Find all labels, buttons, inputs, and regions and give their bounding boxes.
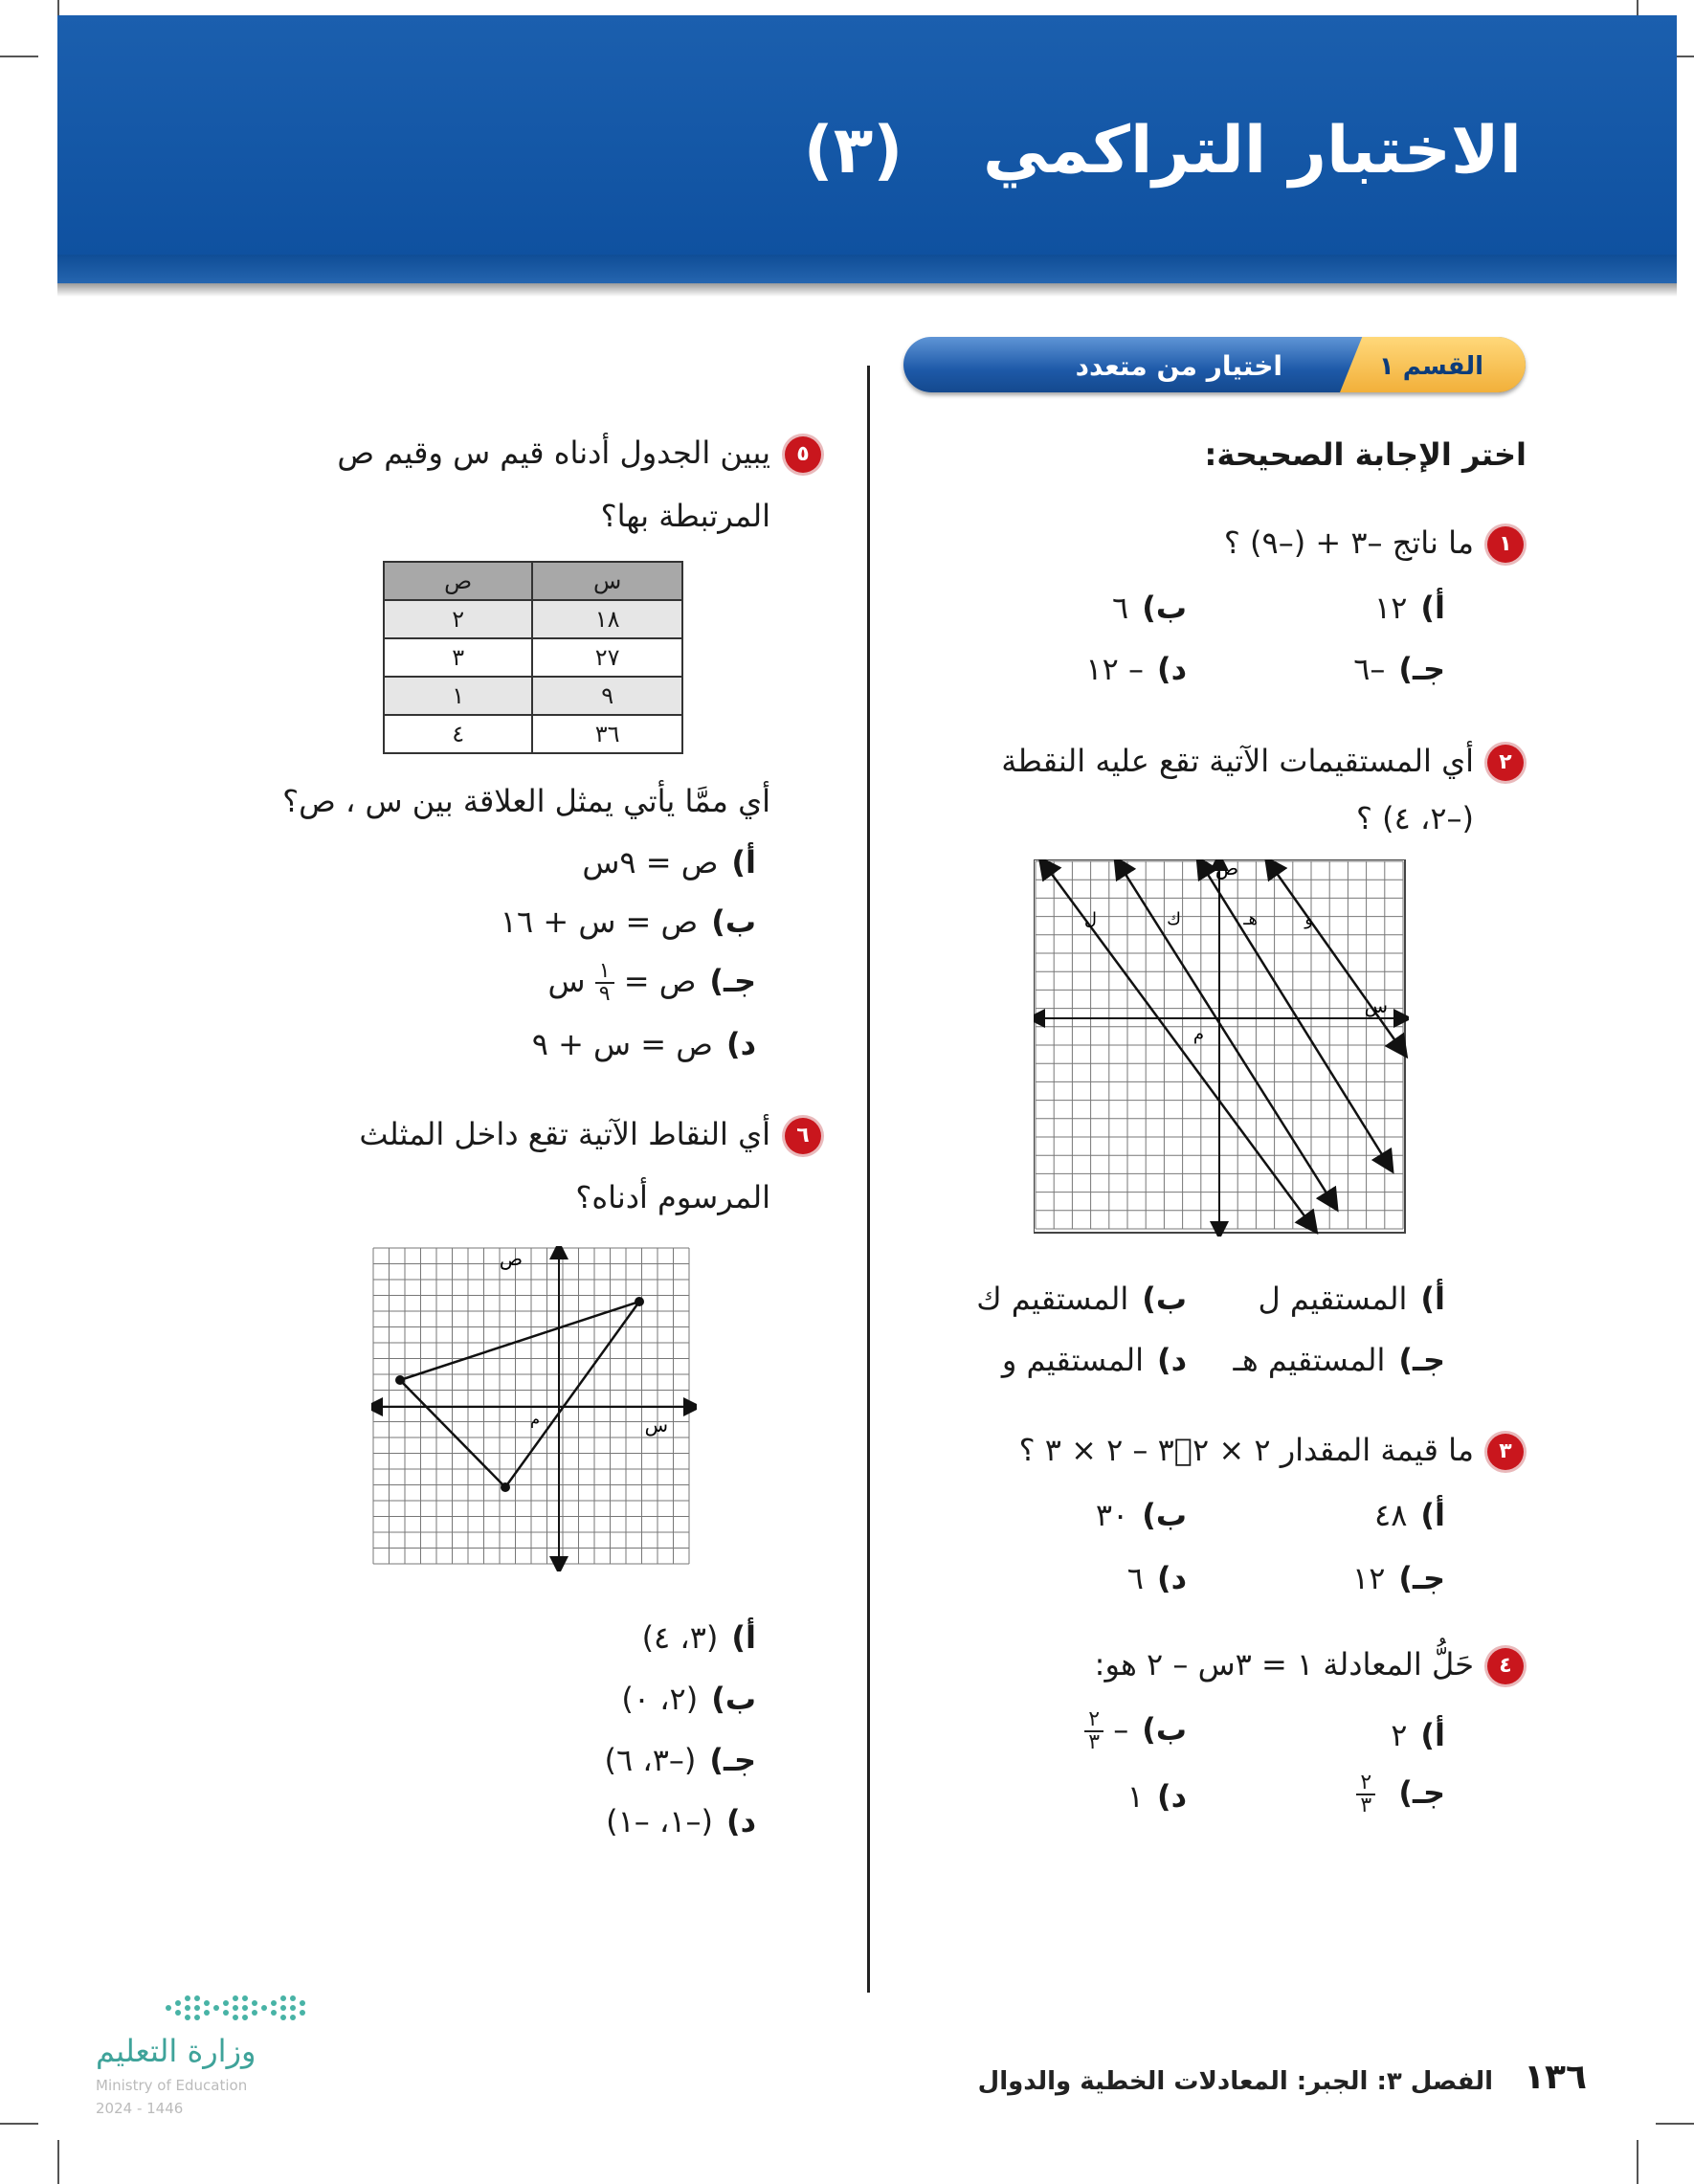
triangle-vertex: [501, 1482, 510, 1492]
logo-dot: [271, 2000, 277, 2006]
fraction-denominator: ٩: [598, 982, 611, 1006]
logo-dot: [290, 1995, 296, 2001]
option-value: المستقيم و: [1001, 1342, 1144, 1378]
question-text: المرتبطة بها؟: [600, 498, 770, 534]
option-letter: أ): [1420, 1281, 1445, 1317]
table-cell: ٢٧: [532, 638, 682, 677]
option-c[interactable]: [547, 961, 756, 1005]
y-axis-label: ص: [1215, 859, 1238, 880]
logo-dot: [271, 2010, 277, 2016]
logo-dot: [290, 2015, 296, 2020]
logo-dot: [233, 2005, 238, 2011]
option-b[interactable]: [976, 1281, 1187, 1317]
crop-mark: [1656, 2123, 1694, 2125]
logo-dot: [280, 2005, 286, 2011]
line-label: ل: [1083, 909, 1097, 929]
option-a[interactable]: [1259, 1281, 1446, 1317]
option-c[interactable]: [605, 1742, 756, 1778]
table-header: س: [532, 562, 682, 600]
option-letter: أ): [1420, 1497, 1445, 1533]
table-cell: ٣٦: [532, 715, 682, 753]
logo-dot: [242, 2015, 248, 2020]
option-letter: د): [725, 1803, 756, 1839]
logo-dot: [233, 2015, 238, 2020]
option-value: س: [547, 963, 586, 999]
option-letter: جـ): [709, 963, 756, 999]
option-letter: جـ): [709, 1742, 756, 1778]
crop-mark: [57, 2140, 59, 2184]
ministry-year: 2024 - 1446: [96, 2100, 184, 2117]
option-a[interactable]: [1391, 1717, 1445, 1753]
option-value: ٦: [1112, 590, 1129, 626]
table-row: [384, 715, 682, 753]
option-value: ١: [1126, 1778, 1144, 1815]
fraction-numerator: ٢: [1084, 1709, 1103, 1732]
question-number: ٤: [1487, 1648, 1524, 1684]
table-cell: ١٨: [532, 600, 682, 638]
option-value: (٣، ٤): [641, 1619, 719, 1656]
logo-dot: [261, 2005, 267, 2011]
option-value: – ١٢: [1085, 651, 1144, 687]
chapter-title: الفصل ٣: الجبر: المعادلات الخطية والدوال: [977, 2067, 1493, 2096]
logo-dot: [223, 2010, 229, 2016]
line-label: و: [1304, 909, 1313, 929]
table-cell: ٣: [384, 638, 532, 677]
line-label: ك: [1167, 909, 1181, 929]
logo-dot: [204, 2000, 210, 2006]
option-value: ١٢: [1352, 1560, 1386, 1596]
option-a[interactable]: [1374, 1497, 1445, 1533]
logo-dot: [300, 2000, 305, 2006]
option-a[interactable]: [642, 1619, 756, 1656]
table-cell: ٤: [384, 715, 532, 753]
logo-dot: [185, 1995, 190, 2001]
logo-dot: [204, 2010, 210, 2016]
table-header: ص: [384, 562, 532, 600]
question-text: أي المستقيمات الآتية تقع عليه النقطة: [1001, 743, 1474, 779]
logo-dot: [242, 2005, 248, 2011]
question-number: ٢: [1487, 745, 1524, 781]
option-letter: د): [725, 1026, 756, 1062]
crop-mark: [0, 2123, 38, 2125]
option-d[interactable]: [1127, 1560, 1187, 1596]
option-a[interactable]: [1374, 590, 1445, 626]
option-value: ١٢: [1374, 590, 1408, 626]
question-text: (–٢، ٤) ؟: [1356, 800, 1474, 836]
origin-label: م: [1192, 1024, 1204, 1044]
logo-dot: [223, 2000, 229, 2006]
question-number: ١: [1487, 526, 1524, 563]
logo-dot: [194, 1995, 200, 2001]
option-value: –٦: [1353, 651, 1386, 687]
table-row: [384, 677, 682, 715]
table-row: [384, 638, 682, 677]
title-number: (٣): [803, 113, 903, 189]
crop-mark: [1637, 2140, 1638, 2184]
q2-graph: [1034, 859, 1409, 1237]
option-value: ص = س + ٩: [531, 1026, 713, 1062]
logo-dot: [194, 2005, 200, 2011]
option-value: ص = ٩س: [582, 844, 719, 880]
logo-dot: [300, 2010, 305, 2016]
option-value: المستقيم ك: [976, 1281, 1129, 1317]
section-label: اختيار من متعدد: [1075, 350, 1282, 382]
option-d[interactable]: [1127, 1778, 1187, 1815]
option-letter: د): [1156, 1778, 1187, 1815]
table-cell: ١: [384, 677, 532, 715]
option-d[interactable]: [1085, 651, 1187, 687]
fraction: [595, 961, 614, 1005]
option-d[interactable]: [532, 1026, 756, 1062]
option-letter: جـ): [1398, 1560, 1445, 1596]
logo-dot: [252, 2000, 257, 2006]
line-label: هـ: [1243, 909, 1258, 929]
option-b[interactable]: [1084, 1709, 1187, 1753]
question-text: يبين الجدول أدناه قيم س وقيم ص: [337, 435, 770, 471]
option-letter: أ): [1420, 590, 1445, 626]
question-number: ٦: [785, 1118, 821, 1154]
option-b[interactable]: [621, 1681, 756, 1717]
question-prompt: أي ممَّا يأتي يمثل العلاقة بين س ، ص؟: [282, 783, 770, 819]
logo-dot: [290, 2005, 296, 2011]
option-letter: ب): [711, 1681, 756, 1717]
question-text: حَلُّ المعادلة ١ = ٣س – ٢ هو:: [1094, 1646, 1474, 1683]
question-number: ٣: [1487, 1434, 1524, 1470]
option-d[interactable]: [1002, 1342, 1187, 1378]
option-letter: جـ): [1398, 651, 1445, 687]
question-text: المرسوم أدناه؟: [575, 1179, 770, 1215]
y-axis-label: ص: [499, 1247, 523, 1270]
crop-mark: [0, 56, 38, 57]
page-title: [804, 113, 1522, 189]
option-letter: د): [1156, 651, 1187, 687]
table-row: [384, 600, 682, 638]
option-sign: –: [1113, 1711, 1129, 1748]
logo-dot: [280, 2015, 286, 2020]
header-shadow: [57, 283, 1677, 297]
question-number: ٥: [785, 436, 821, 473]
question-text: ما ناتج –٣ + (–٩) ؟: [1223, 524, 1474, 561]
fraction-numerator: ٢: [1356, 1772, 1375, 1795]
logo-dot: [280, 1995, 286, 2001]
instruction: اختر الإجابة الصحيحة:: [1204, 436, 1527, 473]
origin-label: م: [530, 1410, 540, 1428]
option-c[interactable]: [1356, 1772, 1445, 1816]
fraction-numerator: ١: [595, 961, 614, 984]
option-value: ٤٨: [1374, 1497, 1408, 1533]
q6-graph: [371, 1246, 697, 1571]
table-cell: ٢: [384, 600, 532, 638]
option-letter: جـ): [1398, 1774, 1445, 1811]
option-c[interactable]: [1233, 1342, 1445, 1378]
logo-dot: [166, 2005, 171, 2011]
logo-dot: [194, 2015, 200, 2020]
title-text: الاختبار التراكمي: [983, 113, 1522, 189]
logo-dot: [242, 1995, 248, 2001]
question-text: ما قيمة المقدار ٢ × ٣ٜ٢ – ٢ × ٣ ؟: [1018, 1432, 1474, 1468]
section-number: القسم ١: [1378, 352, 1483, 381]
logo-dot: [185, 2015, 190, 2020]
option-value: (–١، –١): [606, 1803, 713, 1839]
option-value: ٢: [1391, 1717, 1408, 1753]
logo-dot: [233, 1995, 238, 2001]
option-letter: أ): [731, 1619, 756, 1656]
fraction: [1084, 1709, 1103, 1753]
option-value: ص = س + ١٦: [500, 903, 699, 940]
logo-dot: [175, 2000, 181, 2006]
option-letter: أ): [1420, 1717, 1445, 1753]
option-letter: ب): [1142, 590, 1187, 626]
column-divider: [867, 366, 870, 1993]
option-d[interactable]: [606, 1803, 756, 1839]
option-b[interactable]: [501, 903, 756, 940]
option-c[interactable]: [1352, 1560, 1445, 1596]
ministry-name-en: Ministry of Education: [96, 2077, 248, 2094]
option-value: المستقيم ل: [1258, 1281, 1408, 1317]
logo-dot: [185, 2005, 190, 2011]
option-letter: د): [1156, 1560, 1187, 1596]
logo-dot: [252, 2010, 257, 2016]
fraction-denominator: ٣: [1088, 1730, 1101, 1754]
option-a[interactable]: [582, 844, 756, 880]
x-axis-label: س: [644, 1414, 668, 1437]
option-c[interactable]: [1353, 651, 1445, 687]
option-letter: ب): [1142, 1281, 1187, 1317]
option-letter: ب): [1142, 1711, 1187, 1748]
fraction: [1356, 1772, 1375, 1816]
option-b[interactable]: [1112, 590, 1187, 626]
x-axis-label: س: [1364, 994, 1388, 1017]
option-value: ٣٠: [1095, 1497, 1129, 1533]
option-b[interactable]: [1096, 1497, 1187, 1533]
option-letter: جـ): [1398, 1342, 1445, 1378]
fraction-denominator: ٣: [1360, 1794, 1372, 1817]
logo-dot: [175, 2010, 181, 2016]
option-value: المستقيم هـ: [1233, 1342, 1386, 1378]
option-value: (٢، ٠): [621, 1681, 699, 1717]
question-text: أي النقاط الآتية تقع داخل المثلث: [359, 1116, 770, 1152]
values-table: [383, 561, 683, 754]
ministry-logo-dots: [163, 1989, 316, 2027]
option-letter: د): [1156, 1342, 1187, 1378]
page-number: ١٣٦: [1524, 2058, 1587, 2097]
logo-dot: [213, 2005, 219, 2011]
table-cell: ٩: [532, 677, 682, 715]
option-value: ص =: [623, 963, 697, 999]
option-letter: ب): [711, 903, 756, 940]
option-value: (–٣، ٦): [604, 1742, 697, 1778]
option-letter: ب): [1142, 1497, 1187, 1533]
triangle-vertex: [395, 1375, 405, 1385]
option-value: ٦: [1126, 1560, 1144, 1596]
triangle-vertex: [635, 1297, 644, 1306]
ministry-name-ar: وزارة التعليم: [96, 2033, 256, 2069]
option-letter: أ): [731, 844, 756, 880]
